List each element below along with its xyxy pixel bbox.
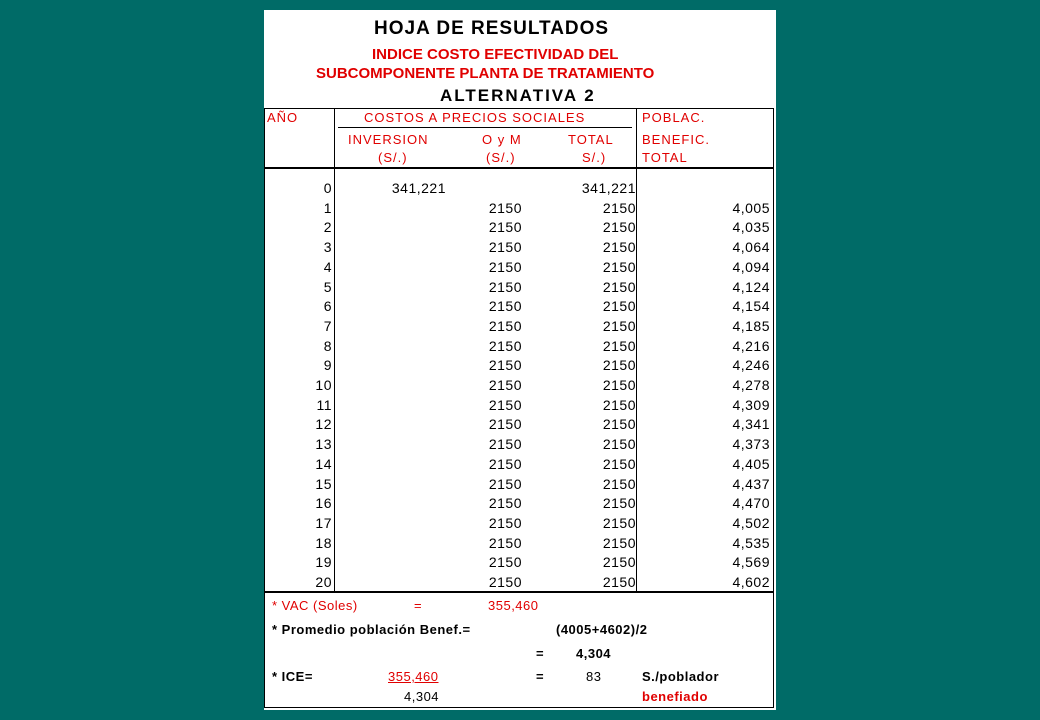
table-row [264, 476, 776, 496]
row-pob: 4,035 [732, 219, 770, 236]
table-row [264, 180, 776, 200]
row-pob: 4,005 [732, 199, 770, 216]
row-oym: 2150 [488, 337, 522, 354]
row-oym: 2150 [488, 534, 522, 551]
row-year: 6 [323, 298, 332, 315]
row-pob: 4,154 [732, 298, 770, 315]
row-pob: 4,246 [732, 357, 770, 374]
row-pob: 4,405 [732, 455, 770, 472]
row-pob: 4,094 [732, 258, 770, 275]
row-pob: 4,602 [732, 574, 770, 590]
ice-numerator: 355,460 [388, 669, 439, 684]
row-year: 9 [323, 357, 332, 374]
promedio-equals: = [536, 646, 545, 661]
row-total: 2150 [602, 337, 636, 354]
row-total: 2150 [602, 475, 636, 492]
vac-label: * VAC (Soles) [272, 598, 358, 613]
row-year: 3 [323, 239, 332, 256]
table-row [264, 357, 776, 377]
row-total: 2150 [602, 455, 636, 472]
row-total: 2150 [602, 436, 636, 453]
row-pob: 4,373 [732, 436, 770, 453]
row-oym: 2150 [488, 357, 522, 374]
row-pob: 4,309 [732, 396, 770, 413]
table-row [264, 495, 776, 515]
ice-equals: = [536, 669, 545, 684]
row-year: 2 [323, 219, 332, 236]
row-pob: 4,064 [732, 239, 770, 256]
row-total: 2150 [602, 396, 636, 413]
table-row [264, 416, 776, 436]
row-year: 14 [315, 455, 332, 472]
table-row [264, 219, 776, 239]
subtitle-line-1: INDICE COSTO EFECTIVIDAD DEL [372, 46, 619, 63]
table-row [264, 298, 776, 318]
table-row [264, 535, 776, 555]
alternative-label: ALTERNATIVA 2 [440, 86, 596, 105]
header-inversion: INVERSION [348, 132, 429, 147]
ice-unit-line-2: benefiado [642, 689, 708, 704]
header-oym: O y M [482, 132, 522, 147]
row-oym: 2150 [488, 298, 522, 315]
row-year: 1 [323, 199, 332, 216]
row-oym: 2150 [488, 239, 522, 256]
header-group: COSTOS A PRECIOS SOCIALES [364, 110, 586, 125]
promedio-value: 4,304 [576, 646, 612, 661]
row-year: 17 [315, 514, 332, 531]
header-pob-3: TOTAL [642, 150, 688, 165]
header-total: TOTAL [568, 132, 614, 147]
row-total: 2150 [602, 219, 636, 236]
table-row [264, 377, 776, 397]
sheet-title: HOJA DE RESULTADOS [374, 18, 610, 39]
row-oym: 2150 [488, 258, 522, 275]
header-year: AÑO [267, 110, 299, 125]
row-year: 11 [316, 396, 332, 413]
row-pob: 4,437 [732, 475, 770, 492]
vac-equals: = [414, 598, 423, 613]
table-row [264, 200, 776, 220]
row-total: 341,221 [581, 180, 636, 196]
row-oym: 2150 [488, 377, 522, 393]
row-pob: 4,341 [732, 416, 770, 433]
table-row [264, 436, 776, 456]
row-year: 18 [315, 534, 332, 551]
row-total: 2150 [602, 239, 636, 256]
group-underline [338, 127, 632, 128]
table-row [264, 456, 776, 476]
table-row [264, 318, 776, 338]
row-oym: 2150 [488, 436, 522, 453]
row-pob: 4,216 [732, 337, 770, 354]
row-pob: 4,502 [732, 514, 770, 531]
results-sheet [264, 10, 776, 710]
table-row [264, 515, 776, 535]
row-total: 2150 [602, 278, 636, 295]
table-row [264, 397, 776, 417]
row-total: 2150 [602, 199, 636, 216]
row-inversion: 341,221 [391, 180, 446, 196]
row-year: 19 [315, 554, 332, 571]
row-oym: 2150 [488, 495, 522, 512]
row-total: 2150 [602, 377, 636, 393]
row-oym: 2150 [488, 278, 522, 295]
row-year: 8 [323, 337, 332, 354]
ice-value: 83 [586, 669, 602, 684]
row-year: 15 [315, 475, 332, 492]
row-year: 7 [323, 317, 332, 334]
vac-value: 355,460 [488, 598, 539, 613]
row-year: 0 [323, 180, 332, 196]
row-pob: 4,185 [732, 317, 770, 334]
ice-unit-line-1: S./poblador [642, 669, 719, 684]
row-pob: 4,278 [732, 377, 770, 393]
header-pob-2: BENEFIC. [642, 132, 710, 147]
row-pob: 4,124 [732, 278, 770, 295]
row-total: 2150 [602, 495, 636, 512]
row-year: 20 [315, 574, 332, 590]
row-year: 13 [315, 436, 332, 453]
row-total: 2150 [602, 514, 636, 531]
header-oym-unit: (S/.) [486, 150, 516, 165]
row-total: 2150 [602, 534, 636, 551]
header-inversion-unit: (S/.) [378, 150, 408, 165]
row-total: 2150 [602, 298, 636, 315]
row-pob: 4,569 [732, 554, 770, 571]
table-row [264, 279, 776, 299]
row-oym: 2150 [488, 574, 522, 590]
ice-denominator: 4,304 [404, 689, 440, 704]
table-row [264, 574, 776, 594]
row-total: 2150 [602, 317, 636, 334]
row-oym: 2150 [488, 317, 522, 334]
row-oym: 2150 [488, 514, 522, 531]
row-total: 2150 [602, 574, 636, 590]
row-oym: 2150 [488, 475, 522, 492]
header-total-unit: S/.) [582, 150, 607, 165]
row-oym: 2150 [488, 416, 522, 433]
row-year: 5 [323, 278, 332, 295]
row-year: 10 [315, 377, 332, 393]
row-year: 12 [315, 416, 332, 433]
row-oym: 2150 [488, 455, 522, 472]
promedio-label: * Promedio población Benef.= [272, 622, 471, 637]
row-oym: 2150 [488, 554, 522, 571]
row-total: 2150 [602, 554, 636, 571]
table-row [264, 259, 776, 279]
row-pob: 4,470 [732, 495, 770, 512]
row-total: 2150 [602, 357, 636, 374]
row-year: 4 [323, 258, 332, 275]
table-row [264, 554, 776, 574]
row-pob: 4,535 [732, 534, 770, 551]
row-total: 2150 [602, 258, 636, 275]
row-year: 16 [315, 495, 332, 512]
row-oym: 2150 [488, 396, 522, 413]
row-oym: 2150 [488, 219, 522, 236]
ice-label: * ICE= [272, 669, 313, 684]
subtitle-line-2: SUBCOMPONENTE PLANTA DE TRATAMIENTO [316, 65, 655, 82]
header-pob: POBLAC. [642, 110, 706, 125]
table-row [264, 239, 776, 259]
promedio-formula: (4005+4602)/2 [556, 622, 648, 637]
table-row [264, 338, 776, 358]
row-oym: 2150 [488, 199, 522, 216]
row-total: 2150 [602, 416, 636, 433]
